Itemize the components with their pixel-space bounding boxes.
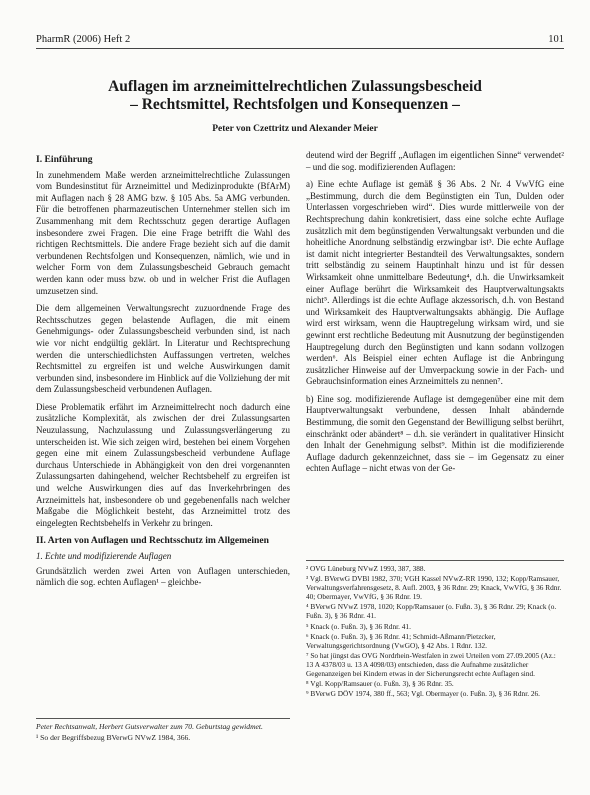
- left-column: [36, 150, 290, 595]
- section-heading-2: II. Arten von Auflagen und Rechtsschutz im Allgemeinen: [36, 535, 269, 547]
- footnotes-left: [36, 718, 290, 745]
- paragraph: In zunehmendem Maße werden arzneimittelrechtliche Zulassungen vom Bundesinstitut für Arzneimittel und Medizinprodukte (BfArM) mit Auflagen nach § 28 AMG bzw. § 105 Abs. 5a AMG verbunden. Für die betroffenen pharmazeutischen Unternehmer stellen sich im Zusammenhang mit dem Rechtsschutz gegen derartige Auflagen insbesondere zwei Fragen. Die eine Frage betrifft die Wahl des richtigen Rechtsmittels. Die andere Frage bezieht sich auf die damit verbundenen Rechtsfolgen und Konsequenzen, nämlich, wie und in welcher Form von dem Zulassungsbescheid Gebrauch gemacht werden kann oder muss bzw. ob und in welcher Frist die Auflagen umzusetzen sind.: [36, 169, 290, 296]
- footnote: ² OVG Lüneburg NVwZ 1993, 387, 388.: [306, 564, 426, 573]
- paragraph: deutend wird der Begriff „Auflagen im eigentlichen Sinne“ verwendet² – und die sog. modifizierenden Auflagen:: [306, 150, 564, 172]
- paragraph: Grundsätzlich werden zwei Arten von Auflagen unterschieden, nämlich die sog. echten Auflagen¹ – gleichbe-: [36, 565, 290, 588]
- title-line-2: – Rechtsmittel, Rechtsfolgen und Konsequenzen –: [130, 96, 460, 113]
- paragraph: Diese Problematik erfährt im Arzneimittelrecht noch dadurch eine zusätzliche Komplexität, als zwischen der drei Zulassungsarten Neuzulassung, Nachzulassung und Zulassungsverlängerung zu unterscheiden ist. Wie sich zeigen wird, bestehen bei einem Vorgehen gegen eine mit einem Zulassungsbescheid verbundene Auflage durchaus Unterschiede in Abhängigkeit von den drei vorgenannten Zulassungsarten dahingehend, welcher Rechtsbehelf zu ergreifen ist und welche Auswirkungen dies auf das Inverkehrbringen des Arzneimittels hat, insbesondere ob und gegebenenfalls nach welcher Maßgabe die Möglichkeit besteht, das Arzneimittel trotz des eingelegten Rechtsbehelfs in Verkehr zu bringen.: [36, 401, 290, 528]
- footnote: ⁵ Knack (o. Fußn. 3), § 36 Rdnr. 41.: [306, 621, 411, 631]
- footnote: ¹ So der Begriffsbezug BVerwG NVwZ 1984, 366.: [36, 733, 191, 743]
- footnote: ⁸ Vgl. Kopp/Ramsauer (o. Fußn. 3), § 36 Rdnr. 35.: [306, 679, 454, 689]
- footnote: ⁶ Knack (o. Fußn. 3), § 36 Rdnr. 41; Schmidt-Aßmann/Pietzcker, Verwaltungsgerichtsordnung (VwGO), § 42 Abs. 1 Rdnr. 132.: [306, 631, 496, 650]
- section-heading-1: I. Einführung: [36, 154, 93, 165]
- article-title: [0, 78, 590, 114]
- footnote: ⁷ So hat jüngst das OVG Nordrhein-Westfalen in zwei Urteilen vom 27.09.2005 (Az.: 13 A 4378/03 u. 13 A 4098/03) entschieden, dass die Aufnahme zusätzlicher Gegenanzeigen bei Kindern etwas in der Sicherungsrecht echte Auflagen sind.: [306, 650, 556, 679]
- footnote: ⁹ BVerwG DÖV 1974, 380 ff., 563; Vgl. Obermayer (o. Fußn. 3), § 36 Rdnr. 26.: [306, 689, 541, 699]
- footnote: Peter Rechtsanwalt, Herbert Gutsverwalter zum 70. Geburtstag gewidmet.: [36, 722, 263, 731]
- paragraph: b) Eine sog. modifizierende Auflage ist demgegenüber eine mit dem Hauptverwaltungsakt verbundene, dessen Inhalt abändernde Bestimmung, die somit den Gegenstand der Bewilligung selbst berührt, einschränkt oder abändert⁸ – d.h. sie verändert in qualitativer Hinsicht den Inhalt der Genehmigung selbst⁹. Mithin ist die modifizierende Auflage dadurch gekennzeichnet, dass sie – im Gegensatz zu einer echten Auflage – nicht etwas von der Ge-: [306, 393, 564, 474]
- page-number: 101: [548, 34, 564, 45]
- right-column: [306, 150, 564, 481]
- paragraph: Die dem allgemeinen Verwaltungsrecht zuzuordnende Frage des Rechtsschutzes gegen belastende Auflagen, die mit einem Genehmigungs- oder Zulassungsbescheid verbunden sind, ist nach wie vor nicht endgültig geklärt. In Literatur und Rechtsprechung werden die unterschiedlichsten Auffassungen vertreten, welches Rechtsmittel zu ergreifen ist und welche Auswirkungen damit verbunden sind, insbesondere im Hinblick auf die Vollziehung der mit dem Zulassungsbescheid verbundenen Auflagen.: [36, 303, 290, 395]
- authors: Peter von Czettritz und Alexander Meier: [212, 124, 378, 134]
- footnote: ⁴ BVerwG NVwZ 1978, 1020; Kopp/Ramsauer (o. Fußn. 3), § 36 Rdnr. 29; Knack (o. Fußn. 3), § 36 Rdnr. 41.: [306, 602, 557, 621]
- journal-issue: PharmR (2006) Heft 2: [36, 34, 131, 45]
- footnote: ³ Vgl. BVerwG DVBl 1982, 370; VGH Kassel NVwZ-RR 1990, 132; Kopp/Ramsauer, Verwaltungsverfahrensgesetz, 8. Aufl. 2003, § 36 Rdnr. 29; Knack, VwVfG, § 36 Rdnr. 40; Obermayer, VwVfG, § 36 Rdnr. 19.: [306, 574, 562, 602]
- title-line-1: Auflagen im arzneimittelrechtlichen Zulassungsbescheid: [108, 78, 482, 95]
- footnotes-right: [306, 560, 564, 699]
- subsection-heading: 1. Echte und modifizierende Auflagen: [36, 551, 172, 561]
- paragraph: a) Eine echte Auflage ist gemäß § 36 Abs. 2 Nr. 4 VwVfG eine „Bestimmung, durch die dem Begünstigten ein Tun, Dulden oder Unterlassen vorgeschrieben wird“. Dies wurde mittlerweile von der Rechtsprechung dahin konkretisiert, dass eine solche echte Auflage zusätzlich mit dem begünstigenden Verwaltungsakt verbunden und die hoheitliche Anordnung selbständig erzwingbar ist³. Die echte Auflage ist damit nicht integrierter Bestandteil des Verwaltungsaktes, sondern tritt selbständig zu seinem Hauptinhalt hinzu und ist für dessen Wirksamkeit ohne unmittelbare Bedeutung⁴, d.h. die Unwirksamkeit einer Auflage berührt die Wirksamkeit des Hauptverwaltungsakts nicht⁵. Allerdings ist die echte Auflage akzessorisch, d.h. von Bestand und Wirksamkeit des Hauptverwaltungsakts abhängig. Die Auflage wird erst wirksam, wenn die Hauptregelung wirksam wird, und sie gewinnt erst rechtliche Bedeutung mit Ausnutzung der begünstigenden Hauptregelung durch den Begünstigten und kann sodann vollzogen werden⁶. Als Beispiel einer echten Auflage ist die Anbringung zusätzlicher Hinweise auf der Umverpackung sowie in der Fach- und Gebrauchsinformation eines Arzneimittels zu nennen⁷.: [306, 179, 564, 387]
- running-header: [36, 34, 564, 49]
